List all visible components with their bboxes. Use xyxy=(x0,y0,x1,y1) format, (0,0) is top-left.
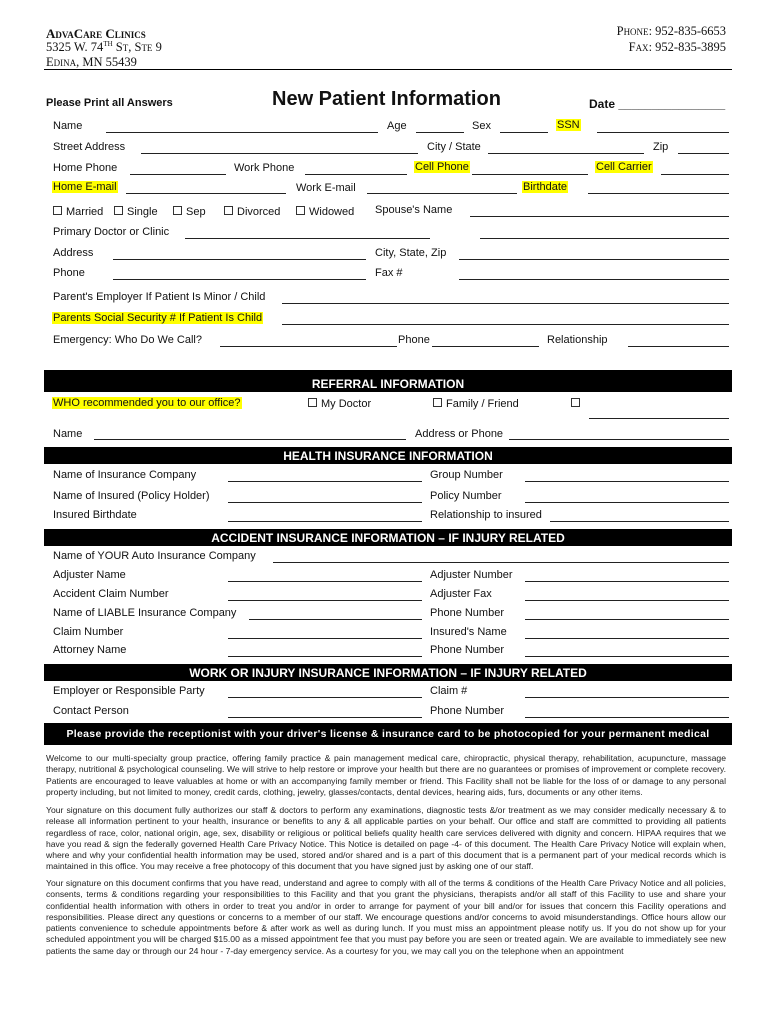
adjuster-name-field[interactable] xyxy=(228,581,422,582)
authorization-paragraph: Your signature on this document fully authorizes our staff & doctors to perform any examinations, diagnostic tests &/or treatment as we may consider medically necessary & to release all information pertinent to your health, insurance or benefits to any & all applicable parties on your behalf. Our office and staff are committed to providing all patients regardless of race, color, national origin, age, sex, disability or religious or political beliefs quality health care services delivered with dignity and concern. HIPAA requires that we have you read & sign the federally governed Health Care Privacy Notice. This Notice is detailed on page -4- of this document. The Health Care Privacy Notice will explain when, where and why your confidential health information may be used, stored and/or shared and is a part of this document that is a permanent part of your medical records which is maintained in this office. You may receive a free photocopy of this document that you have signed just by asking one of our staff. xyxy=(46,805,726,872)
claim-number-field[interactable] xyxy=(228,600,422,601)
adjuster-number-label: Adjuster Number xyxy=(430,569,513,581)
policy-number-label: Policy Number xyxy=(430,490,502,502)
spouse-name-field[interactable] xyxy=(470,216,729,217)
single-option[interactable]: Single xyxy=(114,206,158,218)
date-field[interactable]: Date ________________ xyxy=(589,97,726,111)
letterhead-rule xyxy=(44,69,732,70)
married-checkbox[interactable] xyxy=(53,206,62,215)
spouse-name-label: Spouse's Name xyxy=(375,204,453,216)
contact-person-label: Contact Person xyxy=(53,705,129,717)
relationship-insured-field[interactable] xyxy=(550,521,729,522)
referral-heading: REFERRAL INFORMATION xyxy=(44,370,732,392)
doctor-address-label: Address xyxy=(53,247,94,259)
family-friend-checkbox[interactable] xyxy=(433,398,442,407)
insured-birthdate-label: Insured Birthdate xyxy=(53,509,137,521)
health-heading: HEALTH INSURANCE INFORMATION xyxy=(44,447,732,464)
employer-label: Employer or Responsible Party xyxy=(53,685,205,697)
divorced-checkbox[interactable] xyxy=(224,206,233,215)
relationship-label: Relationship xyxy=(547,334,608,346)
referral-who-label: WHO recommended you to our office? xyxy=(53,397,241,409)
emergency-field[interactable] xyxy=(220,346,397,347)
adjuster-fax-label: Adjuster Fax xyxy=(430,588,492,600)
sep-option[interactable]: Sep xyxy=(173,206,206,218)
zip-label: Zip xyxy=(653,141,669,153)
emergency-label: Emergency: Who Do We Call? xyxy=(53,334,202,346)
adjuster-number-field[interactable] xyxy=(525,581,729,582)
work-claim-field[interactable] xyxy=(525,697,729,698)
primary-doctor-label: Primary Doctor or Clinic xyxy=(53,226,170,238)
referral-name-field[interactable] xyxy=(94,439,406,440)
sep-checkbox[interactable] xyxy=(173,206,182,215)
cell-carrier-label: Cell Carrier xyxy=(596,161,652,173)
work-phone-field[interactable] xyxy=(305,174,407,175)
work-phone-number-label: Phone Number xyxy=(430,705,504,717)
home-phone-label: Home Phone xyxy=(53,162,118,174)
relationship-insured-label: Relationship to insured xyxy=(430,509,542,521)
accident-heading: ACCIDENT INSURANCE INFORMATION – IF INJURY RELATED xyxy=(44,529,732,546)
age-field[interactable] xyxy=(416,132,464,133)
doctor-address-field[interactable] xyxy=(113,259,366,260)
doctor-city-field[interactable] xyxy=(459,259,729,260)
parent-ssn-label: Parents Social Security # If Patient Is Child xyxy=(53,312,263,324)
work-heading: WORK OR INJURY INSURANCE INFORMATION – IF INJURY RELATED xyxy=(44,664,732,681)
cell-phone-field[interactable] xyxy=(472,174,588,175)
referral-name-label: Name xyxy=(53,428,83,440)
other-checkbox[interactable] xyxy=(571,398,580,407)
widowed-option[interactable]: Widowed xyxy=(296,206,354,218)
doctor-fax-label: Fax # xyxy=(375,267,403,279)
family-friend-option[interactable]: Family / Friend xyxy=(433,398,519,410)
birthdate-field[interactable] xyxy=(588,193,729,194)
insureds-name-label: Insured's Name xyxy=(430,626,507,638)
auto-company-label: Name of YOUR Auto Insurance Company xyxy=(53,550,256,562)
liable-company-field[interactable] xyxy=(249,619,422,620)
single-checkbox[interactable] xyxy=(114,206,123,215)
parent-ssn-field[interactable] xyxy=(282,324,729,325)
street-label: Street Address xyxy=(53,141,126,153)
insureds-name-field[interactable] xyxy=(525,638,729,639)
my-doctor-checkbox[interactable] xyxy=(308,398,317,407)
divorced-option[interactable]: Divorced xyxy=(224,206,280,218)
home-email-field[interactable] xyxy=(126,193,286,194)
insured-birthdate-field[interactable] xyxy=(228,521,422,522)
sex-label: Sex xyxy=(472,120,491,132)
zip-field[interactable] xyxy=(678,153,729,154)
policy-number-field[interactable] xyxy=(525,502,729,503)
insurance-company-field[interactable] xyxy=(228,481,422,482)
print-note: Please Print all Answers xyxy=(46,97,173,109)
cell-phone-label: Cell Phone xyxy=(415,161,469,173)
name-field[interactable] xyxy=(106,132,378,133)
clinic-fax: FAX: 952-835-3895 xyxy=(628,40,726,54)
home-email-label: Home E-mail xyxy=(53,181,117,193)
contact-person-field[interactable] xyxy=(228,717,422,718)
work-phone-label: Work Phone xyxy=(234,162,295,174)
birthdate-label: Birthdate xyxy=(523,181,568,193)
attorney-phone-field[interactable] xyxy=(525,656,729,657)
primary-doctor-field-2[interactable] xyxy=(480,238,729,239)
attorney-phone-label: Phone Number xyxy=(430,644,504,656)
work-email-field[interactable] xyxy=(367,193,517,194)
liable-phone-field[interactable] xyxy=(525,619,729,620)
welcome-paragraph: Welcome to our multi-specialty group practice, offering family practice & pain management medical care, chiropractic, physical therapy, rehabilitation, acupuncture, massage therapy, nutritional & psychological counseling. We will strive to help restore or improve your health but there are no guarantees or promises of improvement or complete recovery. Patients are encouraged to leave valuables at home or with an accompanying family member or friend. This Facility shall not be liable for the loss of or damage to any personal property including, but not limited to money, credit cards, clothing, jewelry, glasses/contacts, dental devices, hearing aids, furs, documents or any other items. xyxy=(46,753,726,797)
primary-doctor-field[interactable] xyxy=(185,238,430,239)
emergency-phone-label: Phone xyxy=(398,334,430,346)
ssn-label: SSN xyxy=(557,119,580,131)
doctor-phone-label: Phone xyxy=(53,267,85,279)
referral-address-label: Address or Phone xyxy=(415,428,504,440)
city-state-field[interactable] xyxy=(488,153,644,154)
parent-employer-label: Parent's Employer If Patient Is Minor / Child xyxy=(53,291,266,303)
ssn-field[interactable] xyxy=(597,132,729,133)
home-phone-field[interactable] xyxy=(130,174,226,175)
widowed-checkbox[interactable] xyxy=(296,206,305,215)
adjuster-name-label: Adjuster Name xyxy=(53,569,126,581)
insured-name-field[interactable] xyxy=(228,502,422,503)
street-field[interactable] xyxy=(141,153,418,154)
doctor-fax-field[interactable] xyxy=(459,279,729,280)
claim-number2-field[interactable] xyxy=(228,638,422,639)
age-label: Age xyxy=(387,120,407,132)
clinic-phone: PHONE: 952-835-6653 xyxy=(616,24,726,38)
married-option[interactable]: Married xyxy=(53,206,103,218)
privacy-paragraph: Your signature on this document confirms that you have read, understand and agree to comply with all of the terms & conditions of the Health Care Privacy Notice and all policies, consents, terms & conditions regarding your responsibilities to this Facility and that you grant the physicians, therapists and/or all staff of this Facility to use and share your confidential health information with others in order to treat you and/or in order to arrange for payment of your bill and/or for issues that concern this Facility operations and responsibilities. Please direct any questions or concerns to a member of our staff. We encourage questions and/or concerns to avoid misunderstandings. Office hours allow our patients convenience to schedule appointments before & after work as well as during lunch. If you must miss an appointment please notify us. If you do not show up for your scheduled appointment you will be charged $15.00 as a missed appointment fee that you must pay before you are seen or treated again. We are available to immediately see new patients the same day or through our 24 hour - 7-day emergency service. As a courtesy for you, we may call you on the telephone when an appointment xyxy=(46,878,726,956)
group-number-field[interactable] xyxy=(525,481,729,482)
city-state-label: City / State xyxy=(427,141,481,153)
other-referral-field[interactable] xyxy=(589,418,729,419)
other-option[interactable] xyxy=(571,398,584,410)
clinic-address: 5325 W. 74TH ST, STE 9 xyxy=(46,40,162,55)
doctor-city-label: City, State, Zip xyxy=(375,247,447,259)
referral-address-field[interactable] xyxy=(509,439,729,440)
claim-number-label: Accident Claim Number xyxy=(53,588,169,600)
name-label: Name xyxy=(53,120,83,132)
claim-number2-label: Claim Number xyxy=(53,626,124,638)
work-claim-label: Claim # xyxy=(430,685,468,697)
emergency-phone-field[interactable] xyxy=(432,346,539,347)
work-email-label: Work E-mail xyxy=(296,182,356,194)
work-phone-number-field[interactable] xyxy=(525,717,729,718)
page-title: New Patient Information xyxy=(272,88,501,110)
my-doctor-option[interactable]: My Doctor xyxy=(308,398,371,410)
parent-employer-field[interactable] xyxy=(282,303,729,304)
attorney-label: Attorney Name xyxy=(53,644,127,656)
insured-name-label: Name of Insured (Policy Holder) xyxy=(53,490,210,502)
insurance-company-label: Name of Insurance Company xyxy=(53,469,197,481)
notice-bar: Please provide the receptionist with your driver's license & insurance card to be photocopied for your permanent medical xyxy=(44,723,732,745)
auto-company-field[interactable] xyxy=(273,562,729,563)
liable-company-label: Name of LIABLE Insurance Company xyxy=(53,607,237,619)
employer-field[interactable] xyxy=(228,697,422,698)
clinic-city: EDINA, MN 55439 xyxy=(46,55,137,69)
doctor-phone-field[interactable] xyxy=(113,279,366,280)
adjuster-fax-field[interactable] xyxy=(525,600,729,601)
liable-phone-label: Phone Number xyxy=(430,607,504,619)
relationship-field[interactable] xyxy=(628,346,729,347)
sex-field[interactable] xyxy=(500,132,548,133)
group-number-label: Group Number xyxy=(430,469,503,481)
attorney-field[interactable] xyxy=(228,656,422,657)
clinic-name: ADVACARE CLINICS xyxy=(46,26,146,41)
cell-carrier-field[interactable] xyxy=(661,174,729,175)
